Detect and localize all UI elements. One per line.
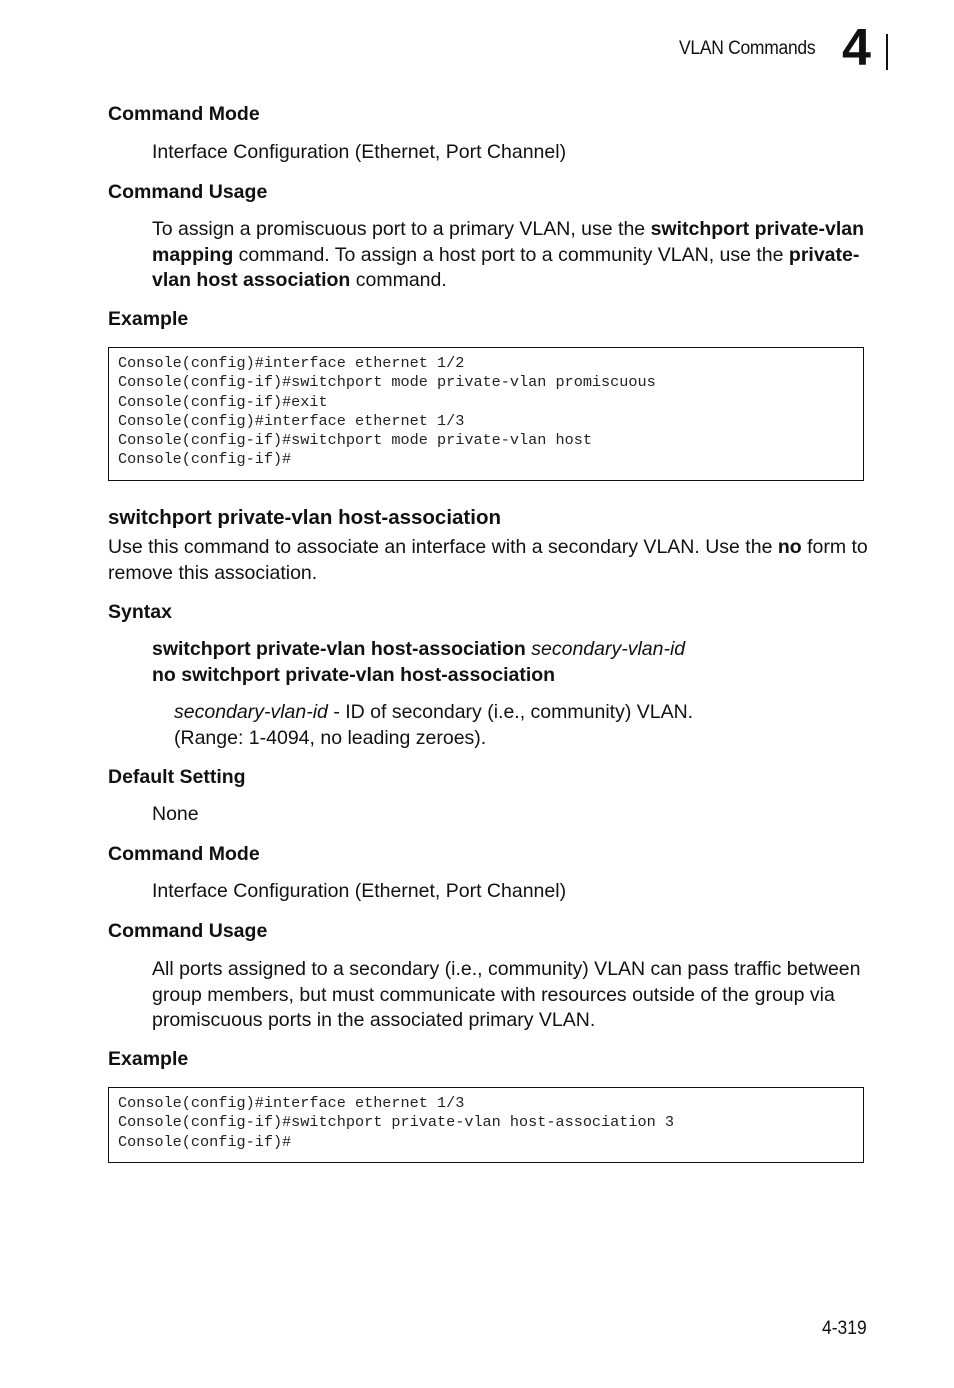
command-mode-heading: Command Mode bbox=[108, 103, 260, 125]
command-mode-heading-2: Command Mode bbox=[108, 843, 260, 865]
code-line: Console(config-if)# bbox=[118, 1132, 292, 1151]
code-line: Console(config-if)#switchport mode private-vlan promiscuous bbox=[118, 373, 656, 392]
chapter-number: 4 bbox=[842, 19, 871, 77]
code-line: Console(config-if)#switchport private-vlan host-association 3 bbox=[118, 1113, 674, 1132]
section-intro: Use this command to associate an interface with a secondary VLAN. Use the no form to remove this association. bbox=[108, 536, 868, 584]
code-example-2 bbox=[108, 1087, 864, 1163]
syntax-lines: switchport private-vlan host-association secondary-vlan-id no switchport private-vlan host-association bbox=[152, 638, 686, 686]
command-usage-heading-2: Command Usage bbox=[108, 920, 268, 942]
code-line: Console(config)#interface ethernet 1/3 bbox=[118, 411, 465, 430]
default-setting-text: None bbox=[152, 803, 199, 825]
code-line: Console(config)#interface ethernet 1/3 bbox=[118, 1094, 465, 1112]
page-number: 4-319 bbox=[822, 1318, 867, 1339]
code-line: Console(config)#interface ethernet 1/2 bbox=[118, 354, 465, 372]
example-heading-2: Example bbox=[108, 1048, 189, 1070]
example-heading: Example bbox=[108, 308, 189, 330]
code-line: Console(config-if)#exit bbox=[118, 392, 328, 411]
header-title: VLAN Commands bbox=[679, 38, 816, 59]
code-line: Console(config-if)#switchport mode private-vlan host bbox=[118, 431, 592, 450]
command-usage-text: To assign a promiscuous port to a primary VLAN, use the switchport private-vlan mapping command. To assign a host port to a community VLAN, use the private-vlan host association command. bbox=[152, 218, 865, 291]
command-mode-text: Interface Configuration (Ethernet, Port Channel) bbox=[152, 141, 567, 163]
parameter-description: secondary-vlan-id - ID of secondary (i.e., community) VLAN. (Range: 1-4094, no leading zeroes). bbox=[174, 701, 694, 749]
code-line: Console(config-if)# bbox=[118, 450, 292, 469]
command-usage-heading: Command Usage bbox=[108, 181, 268, 203]
syntax-heading: Syntax bbox=[108, 601, 172, 623]
chapter-tab-border bbox=[886, 34, 888, 70]
command-usage-text-2: All ports assigned to a secondary (i.e., community) VLAN can pass traffic between group members, but must communicate with resources outside of the group via promiscuous ports in the associated primary VLAN. bbox=[152, 958, 861, 1031]
code-example-1 bbox=[108, 347, 864, 481]
default-setting-heading: Default Setting bbox=[108, 766, 246, 788]
section-title: switchport private-vlan host-association bbox=[108, 506, 501, 529]
command-mode-text-2: Interface Configuration (Ethernet, Port Channel) bbox=[152, 880, 567, 902]
